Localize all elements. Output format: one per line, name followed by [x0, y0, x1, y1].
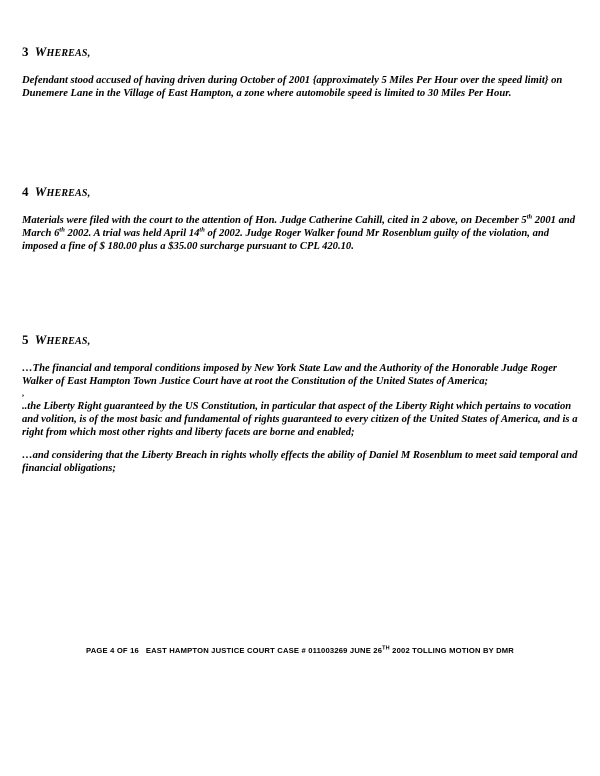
- ordinal-suffix: th: [199, 226, 205, 234]
- section-4-paragraph: [22, 214, 584, 253]
- stray-comma-mark: ,: [22, 389, 24, 398]
- section-number: 5: [22, 332, 29, 347]
- paragraph-text: 2002. A trial was held April 14: [64, 228, 200, 239]
- section-5-paragraph-2: ..the Liberty Right guaranteed by the US Constitution, in particular that aspect of the Liberty Right which pertains to vocation and volition, is of the most basic and fundamental of rights guaranteed to every citizen of the United States of America, and is a right from which most other rights and liberty facets are borne and enabled;: [22, 401, 578, 438]
- heading-initial: W: [34, 332, 47, 347]
- heading-rest: HEREAS,: [46, 336, 91, 347]
- heading-initial: W: [34, 184, 47, 199]
- footer-page-label: PAGE 4 OF 16: [86, 646, 139, 655]
- ordinal-suffix: th: [59, 226, 65, 234]
- section-5: [22, 332, 584, 475]
- heading-rest: HEREAS,: [46, 188, 91, 199]
- section-3-heading: [22, 44, 584, 60]
- paragraph-text: Materials were filed with the court to the attention of Hon. Judge Catherine Cahill, cited in 2 above, on December 5: [22, 215, 527, 226]
- section-5-heading: [22, 332, 584, 348]
- section-3: [22, 44, 584, 100]
- section-4: [22, 184, 584, 253]
- footer-case-label: EAST HAMPTON JUSTICE COURT CASE # 011003269 JUNE 26: [145, 646, 383, 655]
- section-number: 3: [22, 44, 29, 59]
- page-footer: [0, 646, 600, 655]
- ordinal-suffix: th: [526, 213, 533, 221]
- section-3-paragraph: Defendant stood accused of having driven during October of 2001 {approximately 5 Miles Per Hour over the speed limit} on Dunemere Lane in the Village of East Hampton, a zone where automobile speed is limited to 30 Miles Per Hour.: [22, 75, 563, 99]
- heading-rest: HEREAS,: [46, 48, 91, 59]
- heading-initial: W: [34, 44, 47, 59]
- ordinal-suffix: TH: [382, 645, 390, 652]
- footer-case-tail: 2002 TOLLING MOTION BY DMR: [389, 646, 514, 655]
- section-5-paragraph-1: …The financial and temporal conditions imposed by New York State Law and the Authority of the Honorable Judge Roger Walker of East Hampton Town Justice Court have at root the Constitution of the United States of America;: [22, 363, 558, 387]
- section-5-paragraph-3: …and considering that the Liberty Breach in rights wholly effects the ability of Daniel M Rosenblum to meet said temporal and financial obligations;: [22, 450, 578, 474]
- section-4-heading: [22, 184, 584, 200]
- paragraph-text: 2001 and March 6: [22, 215, 576, 239]
- paragraph-text: of 2002. Judge Roger Walker found Mr Rosenblum guilty of the violation, and imposed a fine of $ 180.00 plus a $35.00 surcharge pursuant to CPL 420.10.: [22, 228, 550, 252]
- section-number: 4: [22, 184, 29, 199]
